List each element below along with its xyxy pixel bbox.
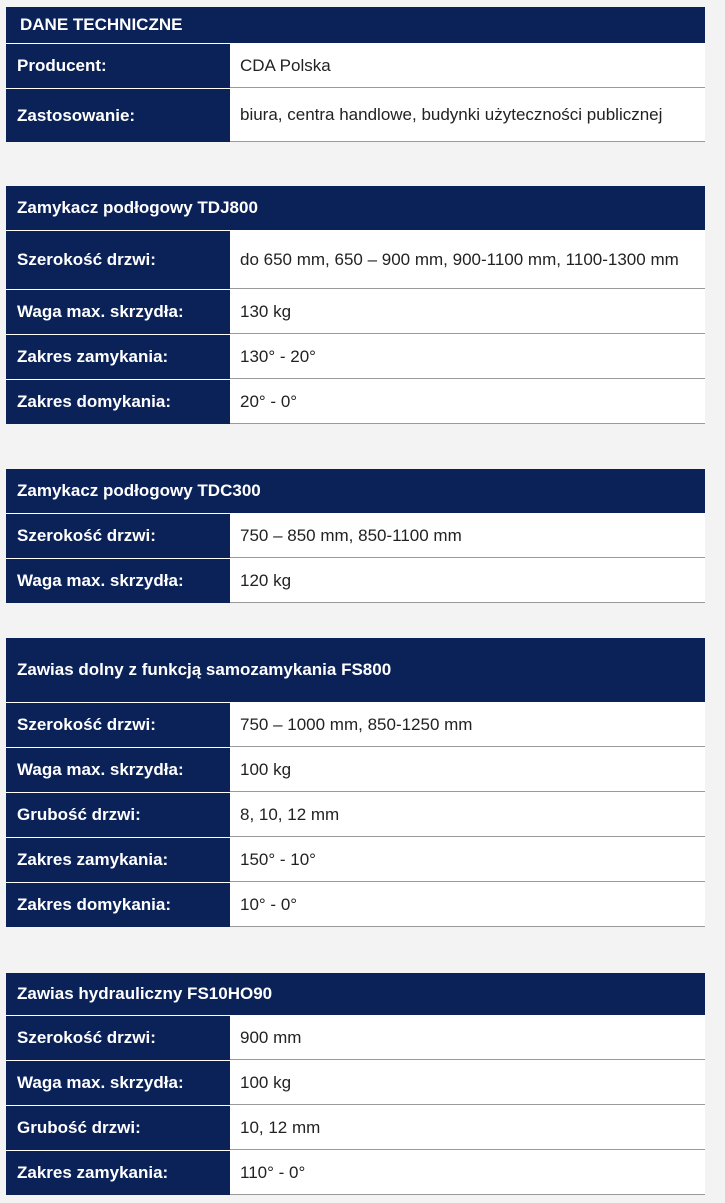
row-value: 110° - 0° — [230, 1151, 705, 1195]
row-value: 10° - 0° — [230, 883, 705, 927]
table-title: Zawias dolny z funkcją samozamykania FS800 — [6, 638, 705, 702]
table-row — [6, 43, 705, 88]
row-value: 8, 10, 12 mm — [230, 793, 705, 837]
row-value: 900 mm — [230, 1016, 705, 1060]
row-label: Zakres domykania: — [6, 883, 230, 927]
table-row — [6, 1015, 705, 1060]
row-value: 10, 12 mm — [230, 1106, 705, 1150]
row-value: 130 kg — [230, 290, 705, 334]
table-row — [6, 702, 705, 747]
row-label: Zakres zamykania: — [6, 1151, 230, 1195]
row-label: Grubość drzwi: — [6, 793, 230, 837]
table-title: Zamykacz podłogowy TDJ800 — [6, 186, 705, 230]
spec-table-fs800 — [6, 638, 705, 927]
table-title: DANE TECHNICZNE — [6, 7, 705, 43]
table-row — [6, 379, 705, 424]
row-label: Waga max. skrzydła: — [6, 748, 230, 792]
row-label: Szerokość drzwi: — [6, 703, 230, 747]
table-row — [6, 558, 705, 603]
table-row — [6, 1060, 705, 1105]
row-label: Waga max. skrzydła: — [6, 1061, 230, 1105]
table-row — [6, 88, 705, 142]
row-value: CDA Polska — [230, 44, 705, 88]
row-label: Waga max. skrzydła: — [6, 559, 230, 603]
table-row — [6, 747, 705, 792]
row-label: Grubość drzwi: — [6, 1106, 230, 1150]
table-row — [6, 792, 705, 837]
row-label: Zakres zamykania: — [6, 838, 230, 882]
table-row — [6, 289, 705, 334]
row-label: Zakres domykania: — [6, 380, 230, 424]
table-row — [6, 837, 705, 882]
row-value: 150° - 10° — [230, 838, 705, 882]
table-title: Zamykacz podłogowy TDC300 — [6, 469, 705, 513]
row-label: Zastosowanie: — [6, 89, 230, 142]
row-value: 750 – 1000 mm, 850-1250 mm — [230, 703, 705, 747]
row-label: Zakres zamykania: — [6, 335, 230, 379]
row-label: Szerokość drzwi: — [6, 1016, 230, 1060]
table-row — [6, 513, 705, 558]
row-value: 100 kg — [230, 748, 705, 792]
row-value: 130° - 20° — [230, 335, 705, 379]
table-row — [6, 882, 705, 927]
row-value: 750 – 850 mm, 850-1100 mm — [230, 514, 705, 558]
spec-table-general — [6, 7, 705, 142]
row-value: 20° - 0° — [230, 380, 705, 424]
row-value: do 650 mm, 650 – 900 mm, 900-1100 mm, 1100-1300 mm — [230, 231, 705, 289]
spec-table-fs10ho90 — [6, 973, 705, 1195]
table-row — [6, 1150, 705, 1195]
row-label: Szerokość drzwi: — [6, 231, 230, 289]
row-label: Producent: — [6, 44, 230, 88]
spec-table-tdj800 — [6, 186, 705, 424]
row-value: biura, centra handlowe, budynki użyteczności publicznej — [230, 89, 705, 142]
row-value: 120 kg — [230, 559, 705, 603]
table-row — [6, 230, 705, 289]
row-value: 100 kg — [230, 1061, 705, 1105]
table-title: Zawias hydrauliczny FS10HO90 — [6, 973, 705, 1015]
spec-table-tdc300 — [6, 469, 705, 603]
row-label: Waga max. skrzydła: — [6, 290, 230, 334]
table-row — [6, 334, 705, 379]
row-label: Szerokość drzwi: — [6, 514, 230, 558]
table-row — [6, 1105, 705, 1150]
